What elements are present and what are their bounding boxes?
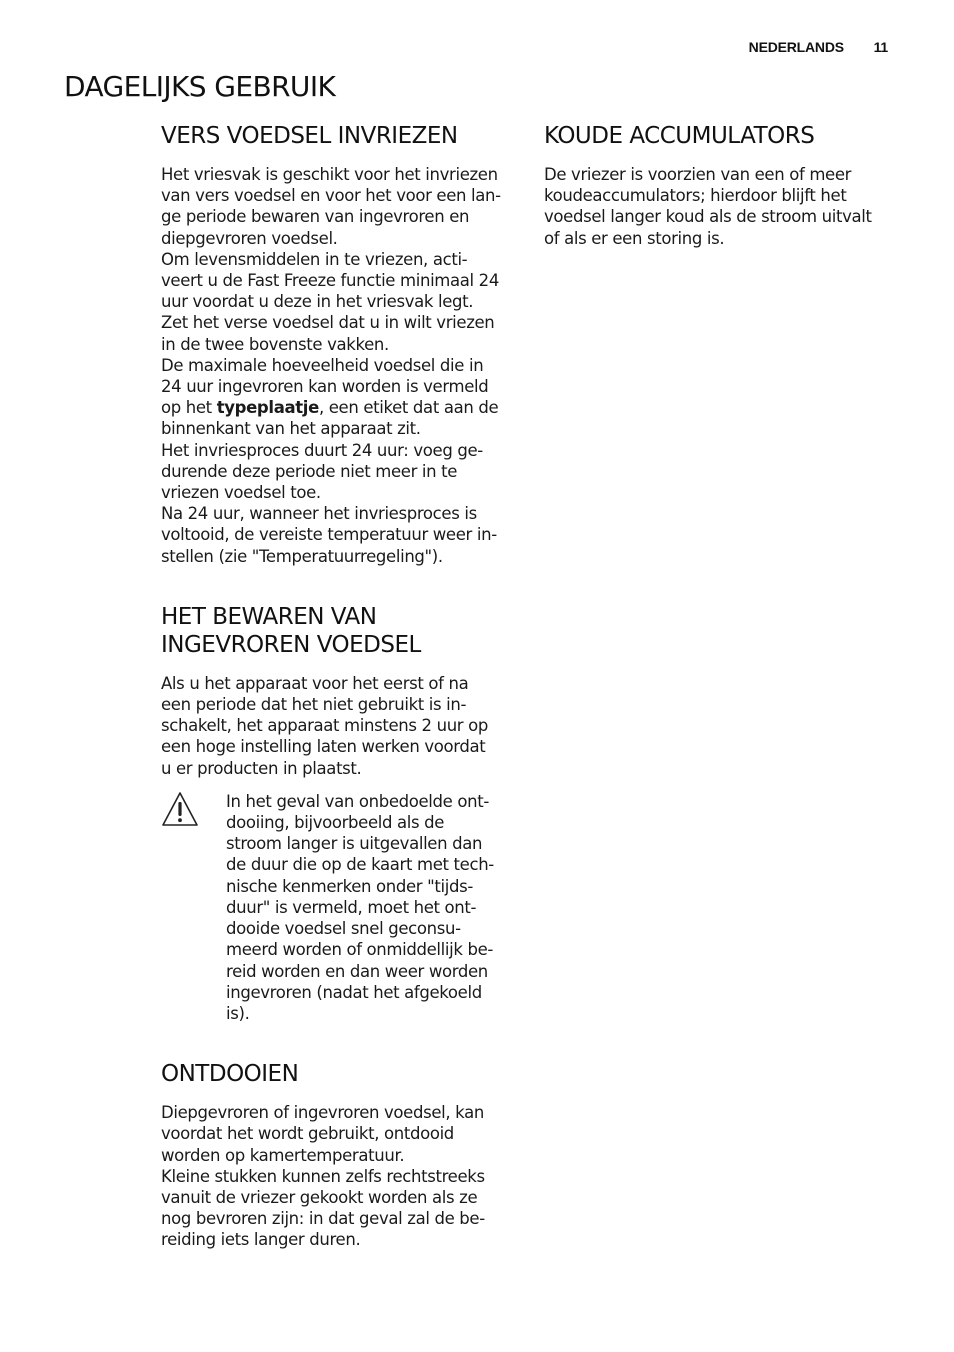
- section-heading: HET BEWAREN VAN INGEVROREN VOEDSEL: [161, 603, 421, 658]
- paragraph: Het vriesvak is geschikt voor het invriezen van vers voedsel en voor het voor een lan- ge periode bewaren van ingevroren en diepgevroren voedsel.: [161, 165, 501, 248]
- paragraph: Het invriesproces duurt 24 uur: voeg ge- durende deze periode niet meer in te vriezen voedsel toe.: [161, 440, 483, 503]
- paragraph: De vriezer is voorzien van een of meer koudeaccumulators; hierdoor blijft het voedsel langer koud als de stroom uitvalt of als er een storing is.: [544, 165, 872, 248]
- paragraph-text: , een etiket dat aan de binnenkant van het apparaat zit.: [161, 398, 499, 439]
- warning-triangle-icon: [161, 791, 199, 827]
- page-title: DAGELIJKS GEBRUIK: [64, 70, 336, 103]
- paragraph: Kleine stukken kunnen zelfs rechtstreeks vanuit de vriezer gekookt worden als ze nog bevroren zijn: in dat geval zal de be- reiding iets langer duren.: [161, 1166, 485, 1250]
- paragraph: Om levensmiddelen in te vriezen, acti- veert u de Fast Freeze functie minimaal 24 uur voordat u deze in het vriesvak legt.: [161, 249, 499, 312]
- section-vers-voedsel-invriezen: [161, 122, 521, 567]
- left-column: [161, 122, 521, 1273]
- paragraph: Diepgevroren of ingevroren voedsel, kan voordat het wordt gebruikt, ontdooid worden op kamertemperatuur.: [161, 1103, 484, 1165]
- section-heading: VERS VOEDSEL INVRIEZEN: [161, 123, 458, 149]
- warning-text: In het geval van onbedoelde ont- dooiing, bijvoorbeeld als de stroom langer is uitgevallen dan de duur die op de kaart met tech- nische kenmerken onder "tijds- duur" is vermeld, moet het ont- dooide voedsel snel geconsu- meerd worden of onmiddellijk be- reid worden en dan weer worden ingevroren (nadat het afgekoeld is).: [226, 791, 494, 1023]
- paragraph: Zet het verse voedsel dat u in wilt vriezen in de twee bovenste vakken.: [161, 313, 495, 354]
- section-het-bewaren: [161, 603, 521, 1024]
- section-heading: ONTDOOIEN: [161, 1061, 299, 1088]
- paragraph: Als u het apparaat voor het eerst of na een periode dat het niet gebruikt is in- schakelt, het apparaat minstens 2 uur op een hoge instelling laten werken voordat u er producten in plaatst.: [161, 673, 488, 778]
- paragraph: Na 24 uur, wanneer het invriesproces is voltooid, de vereiste temperatuur weer in- stellen (zie "Temperatuurregeling").: [161, 504, 497, 566]
- paragraph-typeplaatje: [161, 355, 521, 440]
- section-koude-accumulators: [544, 122, 904, 249]
- right-column: [544, 122, 904, 271]
- page-header: [749, 39, 888, 55]
- header-language: NEDERLANDS: [748, 39, 844, 55]
- section-ontdooien: [161, 1060, 521, 1250]
- section-heading: KOUDE ACCUMULATORS: [544, 123, 815, 149]
- page-number: 11: [873, 39, 888, 55]
- warning-box: [161, 791, 521, 1024]
- paragraph-text: De maximale hoeveelheid voedsel die in 24 uur ingevroren kan worden is vermeld op het: [161, 355, 489, 418]
- bold-term: typeplaatje: [216, 398, 319, 418]
